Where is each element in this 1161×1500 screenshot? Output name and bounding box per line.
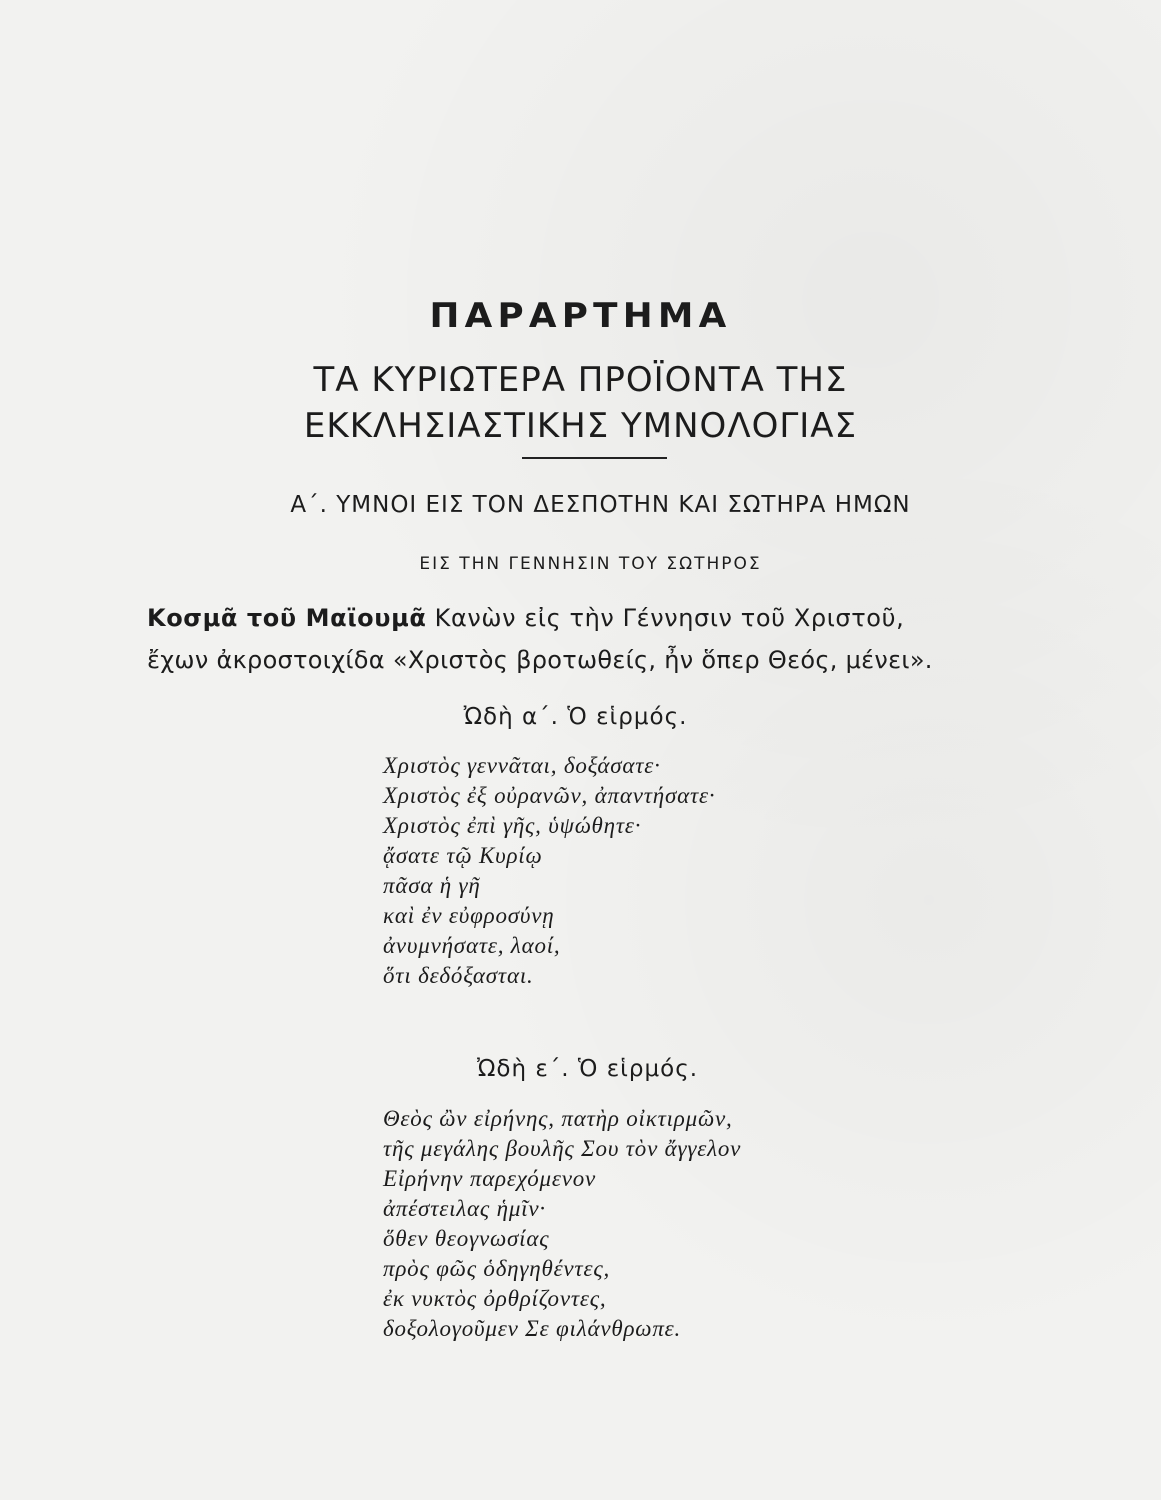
verse-line: πρὸς φῶς ὁδηγηθέντες, xyxy=(383,1256,611,1281)
ode-heading-first: Ὠδὴ α΄. Ὁ εἱρμός. xyxy=(463,704,688,730)
verse-line: Χριστὸς ἐπὶ γῆς, ὑψώθητε· xyxy=(383,813,642,838)
verse-line: ὅτι δεδόξασται. xyxy=(383,963,534,988)
main-title-line-1: ΤΑ ΚΥΡΙΩΤΕΡΑ ΠΡΟΪΟΝΤΑ ΤΗΣ xyxy=(313,360,848,400)
verse-line: πᾶσα ἡ γῆ xyxy=(383,873,481,898)
main-title-line-2: ΕΚΚΛΗΣΙΑΣΤΙΚΗΣ ΥΜΝΟΛΟΓΙΑΣ xyxy=(303,406,858,446)
verse-line: ἀνυμνήσατε, λαοί, xyxy=(383,933,561,958)
section-title: Α΄. ΥΜΝΟΙ ΕΙΣ ΤΟΝ ΔΕΣΠΟΤΗΝ ΚΑΙ ΣΩΤΗΡΑ ΗΜΩΝ xyxy=(290,492,911,518)
verse-line: ἀπέστειλας ἡμῖν· xyxy=(383,1196,546,1221)
verse-line: ὅθεν θεογνωσίας xyxy=(383,1226,550,1251)
hymn-verse-first xyxy=(383,751,715,991)
verse-line: καὶ ἐν εὐφροσύνῃ xyxy=(383,903,555,928)
author-name: Κοσμᾶ τοῦ Μαϊουμᾶ xyxy=(147,604,427,632)
subsection-title: ΕΙΣ ΤΗΝ ΓΕΝΝΗΣΙΝ ΤΟΥ ΣΩΤΗΡΟΣ xyxy=(419,554,762,574)
intro-line-1-rest: Κανὼν εἰς τὴν Γέννησιν τοῦ Χριστοῦ, xyxy=(434,604,905,632)
verse-line: τῆς μεγάλης βουλῆς Σου τὸν ἄγγελον xyxy=(383,1136,742,1161)
verse-line: Χριστὸς ἐξ οὐρανῶν, ἀπαντήσατε· xyxy=(383,783,716,808)
verse-line: δοξολογοῦμεν Σε φιλάνθρωπε. xyxy=(383,1316,682,1341)
verse-line: Χριστὸς γεννᾶται, δοξάσατε· xyxy=(383,753,661,778)
intro-line-1 xyxy=(147,604,1077,632)
hymn-verse-fifth xyxy=(383,1104,741,1344)
divider-rule xyxy=(522,457,667,459)
intro-line-2: ἔχων ἀκροστοιχίδα «Χριστὸς βροτωθείς, ἦν ὅπερ Θεός, μένει». xyxy=(147,646,933,674)
verse-line: Θεὸς ὢν εἰρήνης, πατὴρ οἰκτιρμῶν, xyxy=(383,1106,733,1131)
verse-line: ᾄσατε τῷ Κυρίῳ xyxy=(383,843,543,868)
verse-line: Εἰρήνην παρεχόμενον xyxy=(383,1166,597,1191)
appendix-title: ΠΑΡΑΡΤΗΜΑ xyxy=(429,296,732,336)
ode-heading-fifth: Ὠδὴ ε΄. Ὁ εἱρμός. xyxy=(476,1056,699,1082)
verse-line: ἐκ νυκτὸς ὀρθρίζοντες, xyxy=(383,1286,607,1311)
